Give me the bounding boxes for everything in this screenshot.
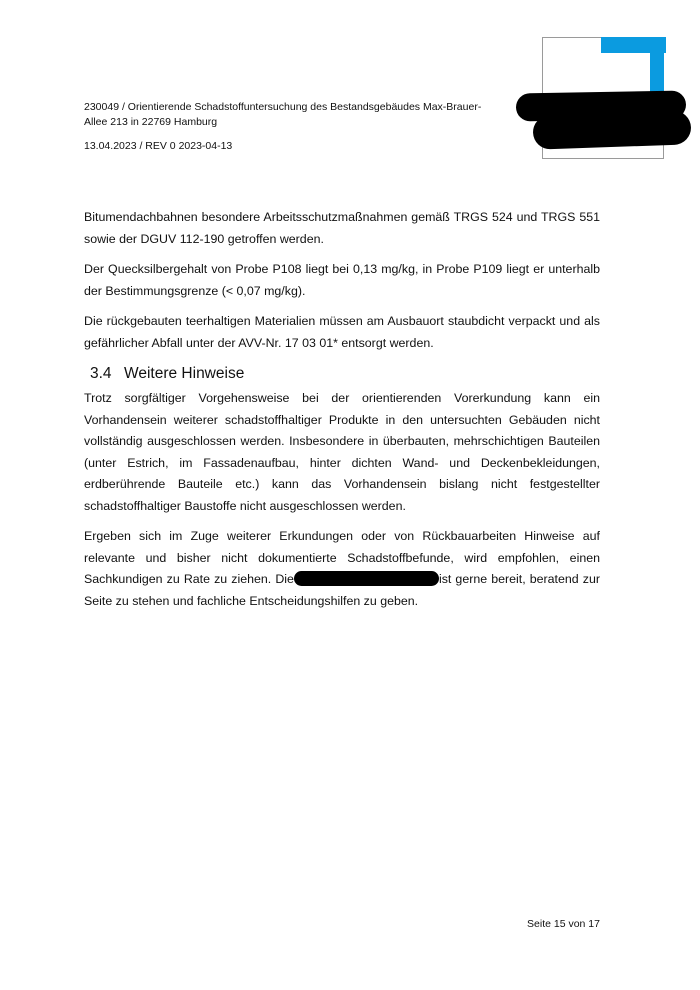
paragraph: Trotz sorgfältiger Vorgehensweise bei der orientierenden Vorerkundung kann ein Vorhandensein weiterer schadstoffhaltiger Produkte in den untersuchten Gebäuden nicht vollständig ausgeschlossen werden. Insbesondere in überbauten, mehrschichtigen Bauteilen (unter Estrich, im Fassadenaufbau, hinter dichten Wand- und Deckenbekleidungen, erdberührende Bauteile etc.) kann das Vorhandensein bislang nicht festgestellter schadstoffhaltiger Baustoffe nicht ausgeschlossen werden. bbox=[84, 391, 600, 513]
inline-redaction bbox=[294, 571, 439, 586]
document-body bbox=[84, 207, 600, 621]
section-title: Weitere Hinweise bbox=[124, 365, 245, 382]
paragraph bbox=[84, 526, 600, 612]
date-line: 13.04.2023 / REV 0 2023-04-13 bbox=[84, 140, 233, 152]
paragraph-text: Ergeben sich im Zuge weiterer Erkundungen oder von Rückbauarbeiten Hinweise auf relevante und bisher nicht dokumentierte Schadstoffbefunde, wird empfohlen, einen Sachkundigen zu Rate zu ziehen. Die bbox=[84, 529, 600, 586]
section-heading bbox=[90, 364, 600, 384]
section-number: 3.4 bbox=[90, 365, 112, 382]
document-header bbox=[84, 100, 504, 154]
paragraph: Der Quecksilbergehalt von Probe P108 liegt bei 0,13 mg/kg, in Probe P109 liegt er unterhalb der Bestimmungsgrenze (< 0,07 mg/kg). bbox=[84, 262, 600, 298]
page-number: Seite 15 von 17 bbox=[527, 918, 600, 930]
paragraph-text: ist gerne bereit, beratend zur Seite zu stehen und fachliche Entscheidungshilfen zu geben. bbox=[84, 572, 600, 608]
paragraph: Bitumendachbahnen besondere Arbeitsschutzmaßnahmen gemäß TRGS 524 und TRGS 551 sowie der DGUV 112-190 getroffen werden. bbox=[84, 210, 600, 246]
redaction-mark bbox=[532, 110, 691, 149]
paragraph: Die rückgebauten teerhaltigen Materialien müssen am Ausbauort staubdicht verpackt und als gefährlicher Abfall unter der AVV-Nr. 17 03 01* entsorgt werden. bbox=[84, 314, 600, 350]
logo-accent-right bbox=[650, 37, 664, 94]
project-line: 230049 / Orientierende Schadstoffuntersuchung des Bestandsgebäudes Max-Brauer-Allee 213 in 22769 Hamburg bbox=[84, 101, 482, 128]
